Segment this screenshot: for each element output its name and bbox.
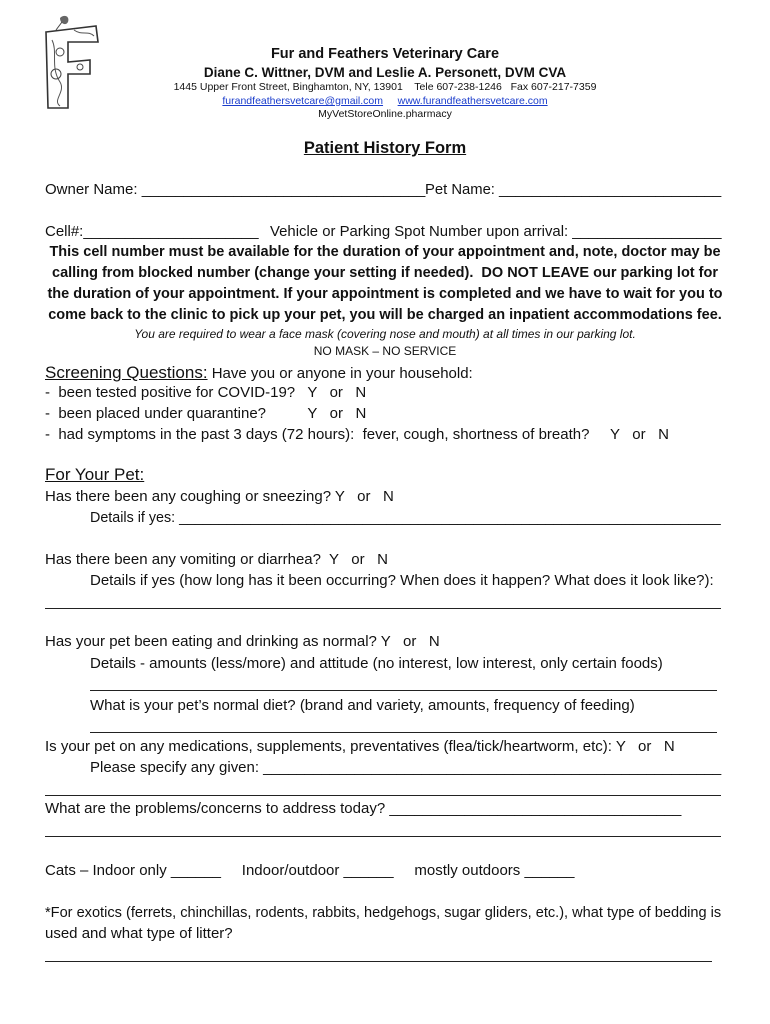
address-line: 1445 Upper Front Street, Binghamton, NY, 13901 Tele 607-238-1246 Fax 607-217-7359 [173,81,597,93]
answer-line[interactable] [45,608,721,609]
clinic-name: Fur and Feathers Veterinary Care [270,46,500,62]
screening-q-quarantine[interactable]: - been placed under quarantine? Y or N [45,405,367,422]
cough-question[interactable]: Has there been any coughing or sneezing? Y or N [45,488,394,505]
meds-question[interactable]: Is your pet on any medications, supplements, preventatives (flea/tick/heartworm, etc): Y or N [45,738,675,755]
contact-links [0,95,770,107]
answer-line[interactable] [90,690,717,691]
vomit-question[interactable]: Has there been any vomiting or diarrhea? Y or N [45,551,388,568]
owner-name-field[interactable]: Owner Name: __________________________________ [45,181,426,198]
problems-field[interactable]: What are the problems/concerns to address today? ___________________________________ [45,800,682,817]
vomit-details-label: Details if yes (how long has it been occurring? When does it happen? What does it look like?): [90,572,714,589]
diet-question: What is your pet’s normal diet? (brand and variety, amounts, frequency of feeding) [90,697,635,714]
notice-line: come back to the clinic to pick up your pet, you will be charged an inpatient accommodations fee. [48,307,722,323]
notice-line: the duration of your appointment. If your appointment is completed and we have to wait for you to [47,286,723,302]
eating-question[interactable]: Has your pet been eating and drinking as normal? Y or N [45,633,440,650]
exotics-question-line: *For exotics (ferrets, chinchillas, rodents, rabbits, hedgehogs, sugar gliders, etc.), what type of bedding is [45,904,722,921]
screening-intro: Have you or anyone in your household: [207,365,473,382]
no-mask-notice: NO MASK – NO SERVICE [313,344,457,358]
exotics-question-line: used and what type of litter? [45,925,233,942]
pet-heading: For Your Pet: [45,465,145,484]
vehicle-field[interactable]: Vehicle or Parking Spot Number upon arrival: __________________ [270,223,722,240]
form-title: Patient History Form [303,139,467,157]
notice-line: calling from blocked number (change your setting if needed). DO NOT LEAVE our parking lot for [52,265,718,281]
meds-specify-field[interactable]: Please specify any given: _______________________________________________________ [90,759,722,776]
screening-heading: Screening Questions: [45,363,208,382]
cats-row[interactable]: Cats – Indoor only ______ Indoor/outdoor ______ mostly outdoors ______ [45,862,575,879]
answer-line[interactable] [45,836,721,837]
answer-line[interactable] [45,795,721,796]
pharmacy-line: MyVetStoreOnline.pharmacy [318,108,452,120]
website-link[interactable]: www.furandfeathersvetcare.com [397,95,548,107]
cell-field[interactable]: Cell#:_____________________ [45,223,259,240]
screening-intro-row [45,363,473,383]
answer-line[interactable] [90,732,717,733]
doctors-line: Diane C. Wittner, DVM and Leslie A. Personett, DVM CVA [203,65,567,80]
email-link[interactable]: furandfeathersvetcare@gmail.com [222,95,384,107]
screening-q-covid[interactable]: - been tested positive for COVID-19? Y or N [45,384,367,401]
mask-notice: You are required to wear a face mask (covering nose and mouth) at all times in our parking lot. [134,327,636,341]
notice-line: This cell number must be available for the duration of your appointment and, note, doctor may be [49,244,721,260]
answer-line[interactable] [45,961,712,962]
screening-q-symptoms[interactable]: - had symptoms in the past 3 days (72 hours): fever, cough, shortness of breath? Y or N [45,426,669,443]
eating-details-label: Details - amounts (less/more) and attitude (no interest, low interest, only certain foods) [90,655,663,672]
pet-name-field[interactable]: Pet Name: ___________________________ [425,181,722,198]
cough-details-field[interactable]: Details if yes: ____________________________________________________________________ [90,509,721,526]
